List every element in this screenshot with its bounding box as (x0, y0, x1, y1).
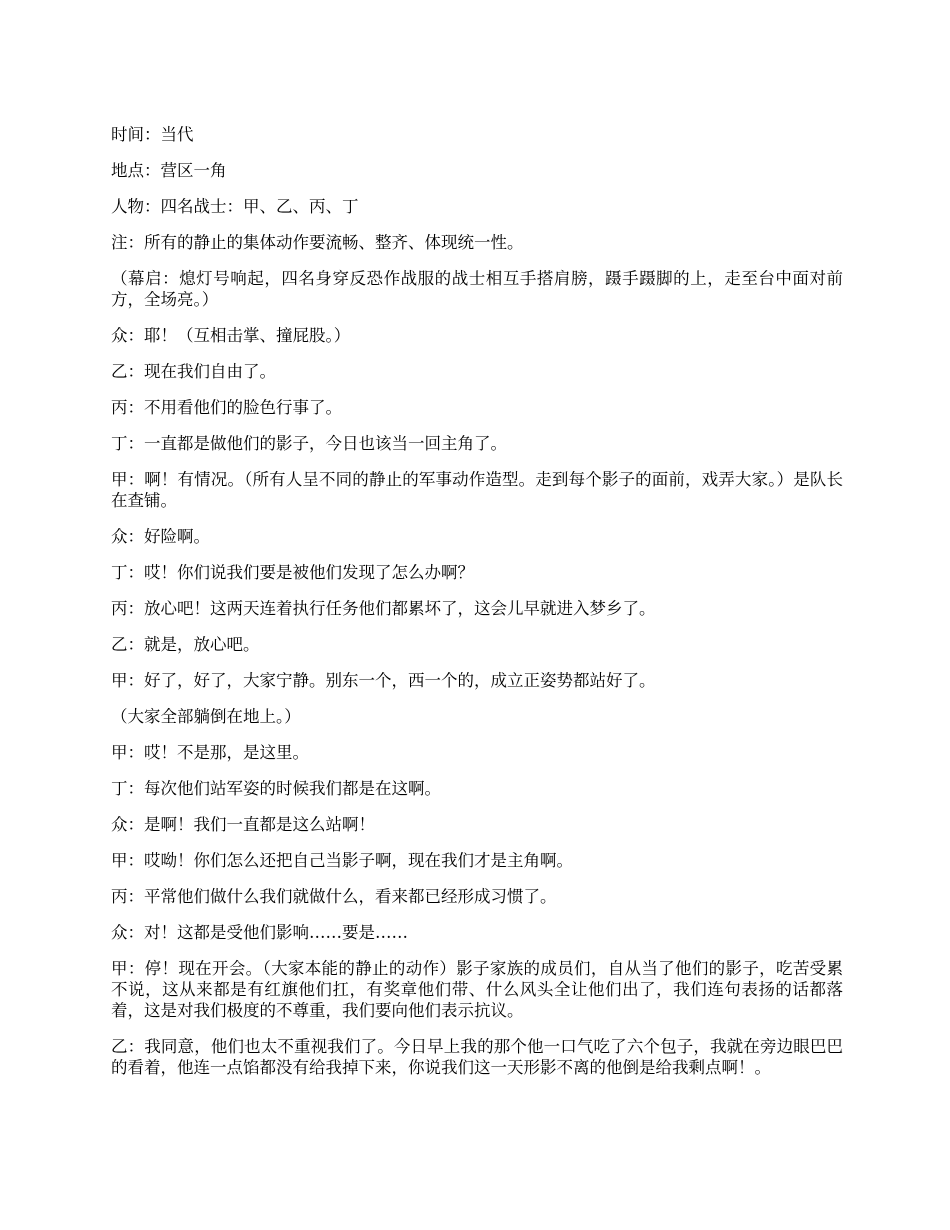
dialogue-line: 众：对！这都是受他们影响……要是…… (111, 923, 408, 942)
dialogue-line: 丙：放心吧！这两天连着执行任务他们都累坏了，这会儿早就进入梦乡了。 (111, 599, 656, 618)
dialogue-line: 丁：一直都是做他们的影子，今日也该当一回主角了。 (111, 434, 507, 453)
dialogue-line: 甲：哎呦！你们怎么还把自己当影子啊，现在我们才是主角啊。 (111, 851, 573, 870)
dialogue-line: 丁：哎！你们说我们要是被他们发现了怎么办啊？ (111, 563, 474, 582)
dialogue-line: 甲：哎！不是那，是这里。 (111, 743, 309, 762)
paragraph-characters: 人物：四名战士：甲、乙、丙、丁 (111, 197, 359, 216)
dialogue-line: 甲：啊！有情况。（所有人呈不同的静止的军事动作造型。走到每个影子的面前，戏弄大家。）是队长在查铺。 (111, 470, 843, 510)
dialogue-line: 甲：停！现在开会。（大家本能的静止的动作）影子家族的成员们，自从当了他们的影子，吃苦受累不说，这从来都是有红旗他们扛，有奖章他们带、什么风头全让他们出了，我们连句表扬的话都落着，这是对我们极度的不尊重，我们要向他们表示抗议。 (111, 959, 843, 1020)
dialogue-line: 众：是啊！我们一直都是这么站啊！ (111, 815, 375, 834)
paragraph-time: 时间：当代 (111, 125, 194, 144)
paragraph-note: 注：所有的静止的集体动作要流畅、整齐、体现统一性。 (111, 233, 524, 252)
dialogue-line: 众：好险啊。 (111, 527, 210, 546)
dialogue-line: 甲：好了，好了，大家宁静。别东一个，西一个的，成立正姿势都站好了。 (111, 671, 656, 690)
script-body (111, 124, 843, 1093)
dialogue-line: 众：耶！（互相击掌、撞屁股。） (111, 326, 351, 345)
dialogue-line: 丙：平常他们做什么我们就做什么，看来都已经形成习惯了。 (111, 887, 557, 906)
paragraph-stage-direction: （幕启：熄灯号响起，四名身穿反恐作战服的战士相互手搭肩膀，蹑手蹑脚的上，走至台中面对前方，全场亮。） (111, 269, 843, 309)
stage-direction: （大家全部躺倒在地上。） (111, 707, 301, 726)
paragraph-location: 地点：营区一角 (111, 161, 227, 180)
dialogue-line: 丙：不用看他们的脸色行事了。 (111, 398, 342, 417)
dialogue-line: 乙：现在我们自由了。 (111, 362, 276, 381)
dialogue-line: 乙：我同意，他们也太不重视我们了。今日早上我的那个他一口气吃了六个包子，我就在旁边眼巴巴的看着，他连一点馅都没有给我掉下来，你说我们这一天形影不离的他倒是给我剩点啊！。 (111, 1037, 843, 1077)
dialogue-line: 乙：就是，放心吧。 (111, 635, 260, 654)
dialogue-line: 丁：每次他们站军姿的时候我们都是在这啊。 (111, 779, 441, 798)
